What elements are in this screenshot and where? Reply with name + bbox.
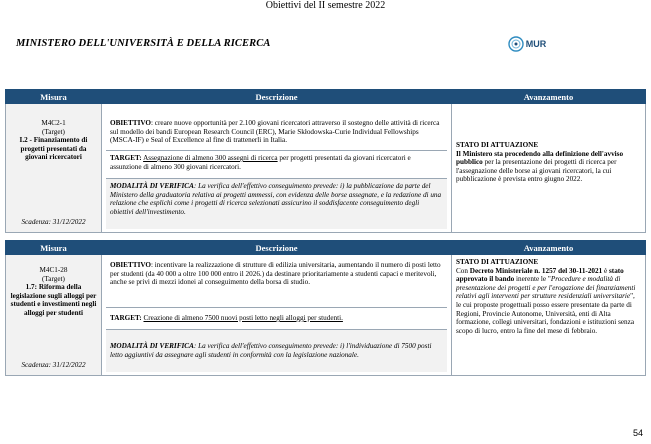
header-measure: Misura xyxy=(6,90,102,104)
target-label: TARGET: xyxy=(110,154,142,162)
verification-label: MODALITÀ DI VERIFICA xyxy=(110,342,194,350)
measure-deadline: Scadenza: 31/12/2022 xyxy=(21,218,86,227)
measure-code: M4C2-1 xyxy=(41,119,66,127)
target-block xyxy=(106,308,447,330)
header-measure: Misura xyxy=(6,241,102,255)
page-number: 54 xyxy=(632,428,643,438)
target-text: Assegnazione di almeno 300 assegni di ricerca xyxy=(143,154,278,162)
objective-label: OBIETTIVO xyxy=(110,261,151,269)
objective-block xyxy=(106,258,447,308)
objective-text: : incentivare la realizzazione di strutture di edilizia universitaria, aumentando il numero di posti letto per studenti (da 40 000 a oltre 100 000 entro il 2026.) da destinare prioritariamente a studenti capaci e meritevoli, anche se privi di mezzi idonei al conseguimento della borsa di studio. xyxy=(110,261,441,287)
table-header-row xyxy=(6,90,646,104)
measure-deadline: Scadenza: 31/12/2022 xyxy=(21,361,86,370)
measure-title: 1.7: Riforma della legislazione sugli alloggi per studenti e investimenti negli alloggi per studenti xyxy=(10,283,97,317)
measure-table-1 xyxy=(5,89,646,233)
mur-logo xyxy=(507,24,547,64)
verification-block xyxy=(106,330,447,372)
measure-title: I.2 - Finanziamento di progetti presentati da giovani ricercatori xyxy=(19,136,88,162)
status-text: per la presentazione dei progetti di ricerca per l'assegnazione delle borse ai giovani ricercatori, la cui pubblicazione è prevista entro giugno 2022. xyxy=(456,158,617,184)
status-title: STATO DI ATTUAZIONE xyxy=(456,141,539,149)
verification-block xyxy=(106,179,447,229)
status-bold: Il Ministero sta procedendo alla definizione dell'avviso pubblico xyxy=(456,149,624,167)
description-cell xyxy=(102,255,452,376)
header-description: Descrizione xyxy=(102,241,452,255)
measure-code: M4C1-28 xyxy=(39,266,68,274)
verification-text: : La verifica dell'effettivo conseguimento prevede: i) la pubblicazione da parte del Ministero della graduatoria relativa ai progetti ammessi, con evidenza delle borse assegnate, e la redazione di una relazione che esplichi come i progetti di ricerca selezionati assicurino il soddisfacente conseguimento degli obiettivi dell'investimento. xyxy=(110,182,442,216)
status-mid2: inerente le " xyxy=(514,275,551,284)
mur-logo-text: MUR xyxy=(525,39,547,49)
progress-cell xyxy=(452,104,646,233)
header-progress: Avanzamento xyxy=(452,90,646,104)
measure-type: (Target) xyxy=(42,274,65,283)
objective-label: OBIETTIVO xyxy=(110,119,151,127)
target-text: Creazione di almeno 7500 nuovi posti letto negli alloggi per studenti. xyxy=(143,314,343,322)
header-description: Descrizione xyxy=(102,90,452,104)
measure-cell xyxy=(6,104,102,233)
status-title: STATO DI ATTUAZIONE xyxy=(456,258,539,266)
target-label: TARGET: xyxy=(110,314,142,322)
verification-text: : La verifica dell'effettivo conseguimento prevede: i) l'individuazione di 7500 posti letto aggiuntivi da assegnare agli studenti in conformità con la legislazione nazionale. xyxy=(110,342,432,359)
measure-type: (Target) xyxy=(42,127,65,136)
measure-cell xyxy=(6,255,102,376)
description-cell xyxy=(102,104,452,233)
objective-text: : creare nuove opportunità per 2.100 giovani ricercatori attraverso il sostegno delle attività di ricerca sul modello dei bandi European Research Council (ERC), Marie Skłodowska-Curie Individual Fellowships (MSCA-IF) e Seal of Excellence al fine di trattenerli in Italia. xyxy=(110,119,440,145)
status-pre: Con xyxy=(456,266,470,275)
ministry-title: MINISTERO DELL'UNIVERSITÀ E DELLA RICERCA xyxy=(16,38,271,49)
header-progress: Avanzamento xyxy=(452,241,646,255)
verification-label: MODALITÀ DI VERIFICA xyxy=(110,182,194,190)
table-row xyxy=(6,104,646,233)
status-decree: Decreto Ministeriale n. 1257 del 30-11-2021 xyxy=(469,266,603,275)
page-header: Obiettivi del II semestre 2022 xyxy=(265,0,386,11)
objective-block xyxy=(106,107,447,151)
status-approved: stato approvato il bando xyxy=(456,266,624,284)
progress-cell xyxy=(452,255,646,376)
target-tail: per progetti presentati da giovani ricercatori e assunzione di almeno 300 giovani ricercatori. xyxy=(110,154,411,171)
status-text: ", le cui proposte progettuali posso essere presentate da parte di Regioni, Provincie Autonome, Università, enti di Alta formazione, collegi universitari, fondazioni e istituzioni senza scopo di lucro, entro la fine del mese di febbraio. xyxy=(456,292,635,335)
table-header-row xyxy=(6,241,646,255)
target-block xyxy=(106,151,447,179)
table-row xyxy=(6,255,646,376)
status-mid: è xyxy=(602,266,609,275)
measure-table-2 xyxy=(5,240,646,376)
status-italic: Procedure e modalità di presentazione dei progetti e per l'erogazione dei finanziamenti relativi agli interventi per strutture residenziali universitarie xyxy=(456,275,636,301)
mur-logo-icon xyxy=(508,36,524,52)
